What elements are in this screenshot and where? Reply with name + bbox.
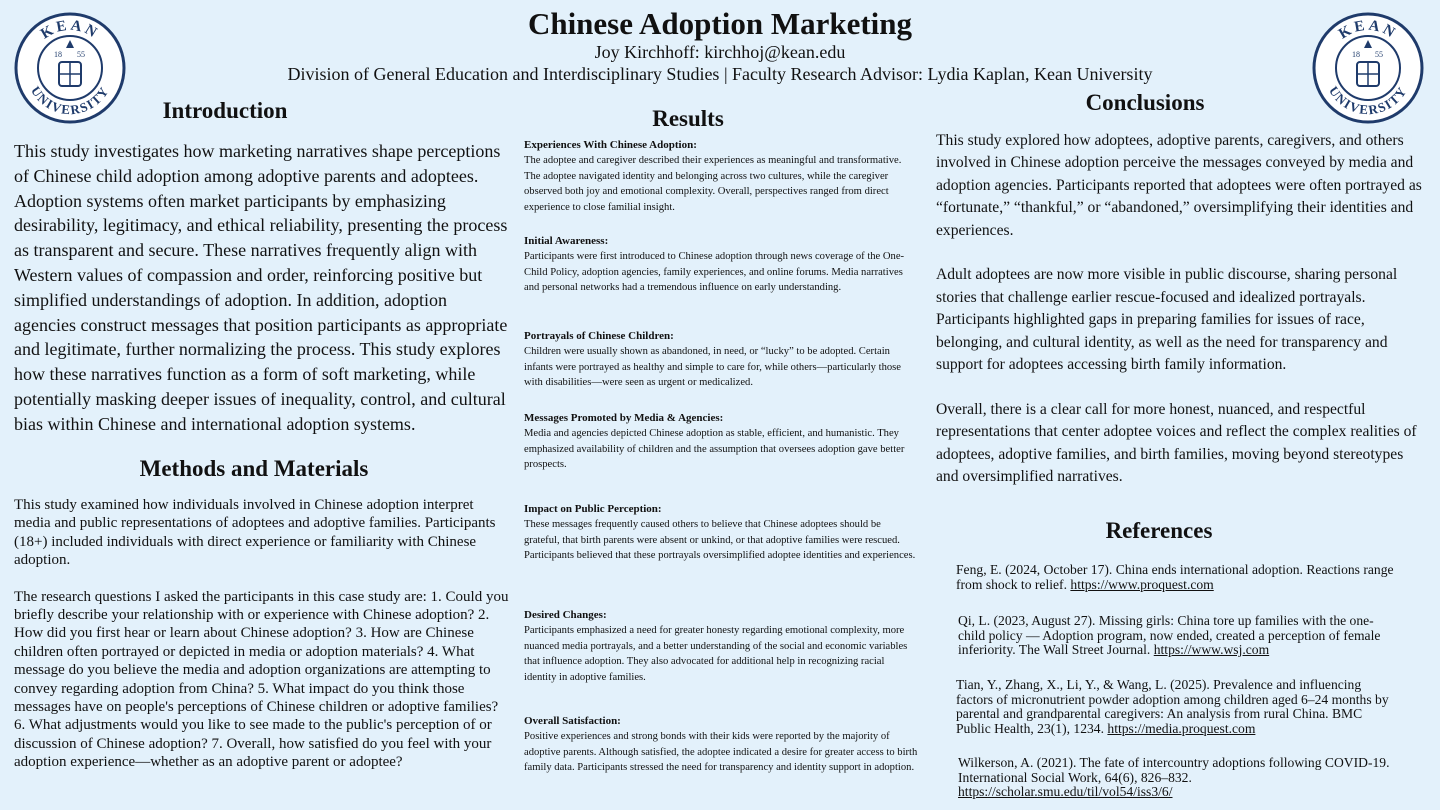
result-title: Overall Satisfaction: <box>524 715 621 727</box>
introduction-text: This study investigates how marketing narratives shape perceptions of Chinese child adoption among adoptive parents and adoptees. Adoption systems often market participants by emphasizing desirability, legitimacy, and ethical reliability, presenting the process as transparent and secure. These narratives frequently align with Western values of compassion and order, reinforcing positive but simplified understandings of adoption. In addition, adoption agencies construct messages that position participants as appropriate and legitimate, further normalizing the process. This study explores how these narratives function as a form of soft marketing, while potentially masking deeper issues of inequality, control, and cultural bias within Chinese and international adoption systems. <box>14 141 508 434</box>
result-title: Messages Promoted by Media & Agencies: <box>524 412 724 424</box>
conclusion-paragraph: Adult adoptees are now more visible in public discourse, sharing personal stories that challenge earlier rescue-focused and idealized portrayals. Participants highlighted gaps in preparing families for issues of race, belonging, and cultural identity, as well as the need for transparency and support for adoptees accessing birth family information. <box>936 266 1398 374</box>
seal-year-right: 55 <box>1375 50 1383 59</box>
result-text: Participants were first introduced to Chinese adoption through news coverage of the One-Child Policy, adoption agencies, family experiences, and online forums. Media narratives and personal networks had a tremendous influence on early understanding. <box>524 251 905 294</box>
result-item <box>524 411 918 473</box>
seal-top-text: KEAN <box>38 17 102 43</box>
result-item <box>524 502 918 564</box>
result-title: Experiences With Chinese Adoption: <box>524 139 697 151</box>
reference-link[interactable]: https://www.wsj.com <box>1153 642 1270 658</box>
result-text: Media and agencies depicted Chinese adoption as stable, efficient, and humanistic. They emphasized availability of children and the assumption that oversees adoption gave better prospects. <box>524 428 905 471</box>
seal-bottom-text: UNIVERSITY <box>28 83 112 118</box>
result-item <box>524 714 918 776</box>
reference-text: Feng, E. (2024, October 17). China ends international adoption. Reactions range from shock to relief. <box>956 562 1394 592</box>
reference-link[interactable]: https://media.proquest.com <box>1107 720 1256 736</box>
result-title: Desired Changes: <box>524 609 607 621</box>
reference-item <box>958 614 1398 658</box>
references-heading: References <box>1105 518 1213 543</box>
result-title: Impact on Public Perception: <box>524 503 662 515</box>
conclusion-paragraph: Overall, there is a clear call for more honest, nuanced, and respectful representations that center adoptee voices and reflect the complex realities of adoptees, adoptive families, and birth families, moving beyond stereotypes and oversimplified narratives. <box>936 400 1417 486</box>
result-text: These messages frequently caused others to believe that Chinese adoptees should be grateful, that birth parents were absent or unkind, or that adoptive families were rescued. Participants believed that these portrayals oversimplified adoptee identities and experiences. <box>524 519 916 562</box>
seal-bottom-text: UNIVERSITY <box>1326 83 1410 118</box>
reference-item <box>956 563 1396 592</box>
reference-item <box>958 756 1398 800</box>
reference-text: Tian, Y., Zhang, X., Li, Y., & Wang, L. (2025). Prevalence and influencing factors of micronutrient powder adoption among children aged 6–24 months by parental and grandparental caregivers: An analysis from rural China. BMC Public Health, 23(1), 1234. <box>956 677 1389 736</box>
result-text: Children were usually shown as abandoned, in need, or “lucky” to be adopted. Certain infants were portrayed as healthy and simple to care for, while others—particularly those with disabilities—were seen as urgent or medicalized. <box>524 346 901 389</box>
methods-paragraph: This study examined how individuals involved in Chinese adoption interpret media and public representations of adoptees and adoptive families. Participants (18+) included individuals with direct experience or familiarity with Chinese adoption. <box>14 497 496 569</box>
methods-heading: Methods and Materials <box>139 456 369 481</box>
introduction-heading: Introduction <box>162 98 288 123</box>
methods-section <box>14 496 512 772</box>
conclusions-heading: Conclusions <box>1085 90 1205 115</box>
poster-title: Chinese Adoption Marketing <box>527 6 913 41</box>
result-title: Initial Awareness: <box>524 235 609 247</box>
result-title: Portrayals of Chinese Children: <box>524 330 674 342</box>
division-line: Division of General Education and Interdisciplinary Studies | Faculty Research Advisor: Lydia Kaplan, Kean University <box>287 64 1153 84</box>
research-questions: The research questions I asked the participants in this case study are: 1. Could you briefly describe your relationship with or experience with Chinese adoption? 2. How did you first hear or learn about Chinese adoption? 3. How are Chinese children often portrayed or depicted in media or adoption materials? 4. What message do you believe the media and adoption organizations are attempting to convey regarding adoption from China? 5. What impact do you think those messages have on people's perceptions of Chinese children or adoptive families? 6. What adjustments would you like to see made to the public's perception of or discussion of Chinese adoption? 7. Overall, how satisfied do you feel with your adoption experience—whether as an adoptive parent or adoptee? <box>14 588 509 771</box>
result-text: The adoptee and caregiver described their experiences as meaningful and transformative. The adoptee navigated identity and belonging across two cultures, while the caregiver observed both joy and emotional complexity. Overall, perspectives ranged from direct experience to close familial insight. <box>524 155 902 213</box>
result-item <box>524 329 918 391</box>
conclusion-paragraph: This study explored how adoptees, adoptive parents, caregivers, and others involved in Chinese adoption perceive the messages conveyed by media and adoption agencies. Participants reported that adoptees were often portrayed as “fortunate,” “thankful,” or “abandoned,” oversimplifying their identities and experiences. <box>936 132 1422 239</box>
result-text: Positive experiences and strong bonds with their kids were reported by the majority of adoptive parents. Although satisfied, the adoptee indicated a desire for greater access to birth family data. Participants stressed the need for transparency and identity support in adoption. <box>524 731 918 774</box>
result-item <box>524 138 918 215</box>
reference-link[interactable]: https://scholar.smu.edu/til/vol54/iss3/6/ <box>958 784 1173 800</box>
seal-year-left: 18 <box>54 50 62 59</box>
reference-link[interactable]: https://www.proquest.com <box>1070 576 1214 592</box>
seal-year-left: 18 <box>1352 50 1360 59</box>
reference-item <box>956 678 1396 736</box>
reference-text: Qi, L. (2023, August 27). Missing girls: China tore up families with the one-child policy — Adoption program, now ended, created a perception of female inferiority. The Wall Street Journal. <box>958 613 1381 658</box>
author-line: Joy Kirchhoff: kirchhoj@kean.edu <box>594 42 846 62</box>
reference-text: Wilkerson, A. (2021). The fate of intercountry adoptions following COVID-19. International Social Work, 64(6), 826–832. <box>958 755 1390 785</box>
conclusions-section <box>936 130 1428 511</box>
result-item <box>524 234 918 296</box>
kean-university-seal-icon <box>1312 12 1424 124</box>
seal-year-right: 55 <box>77 50 85 59</box>
result-text: Participants emphasized a need for greater honesty regarding emotional complexity, more nuanced media portrayals, and a better understanding of the social and economic variables that influence adoption. They also advocated for additional help in recognizing racial identity in adoptive families. <box>524 625 908 683</box>
result-item <box>524 608 918 685</box>
seal-top-text: KEAN <box>1336 17 1400 43</box>
results-heading: Results <box>652 106 724 131</box>
